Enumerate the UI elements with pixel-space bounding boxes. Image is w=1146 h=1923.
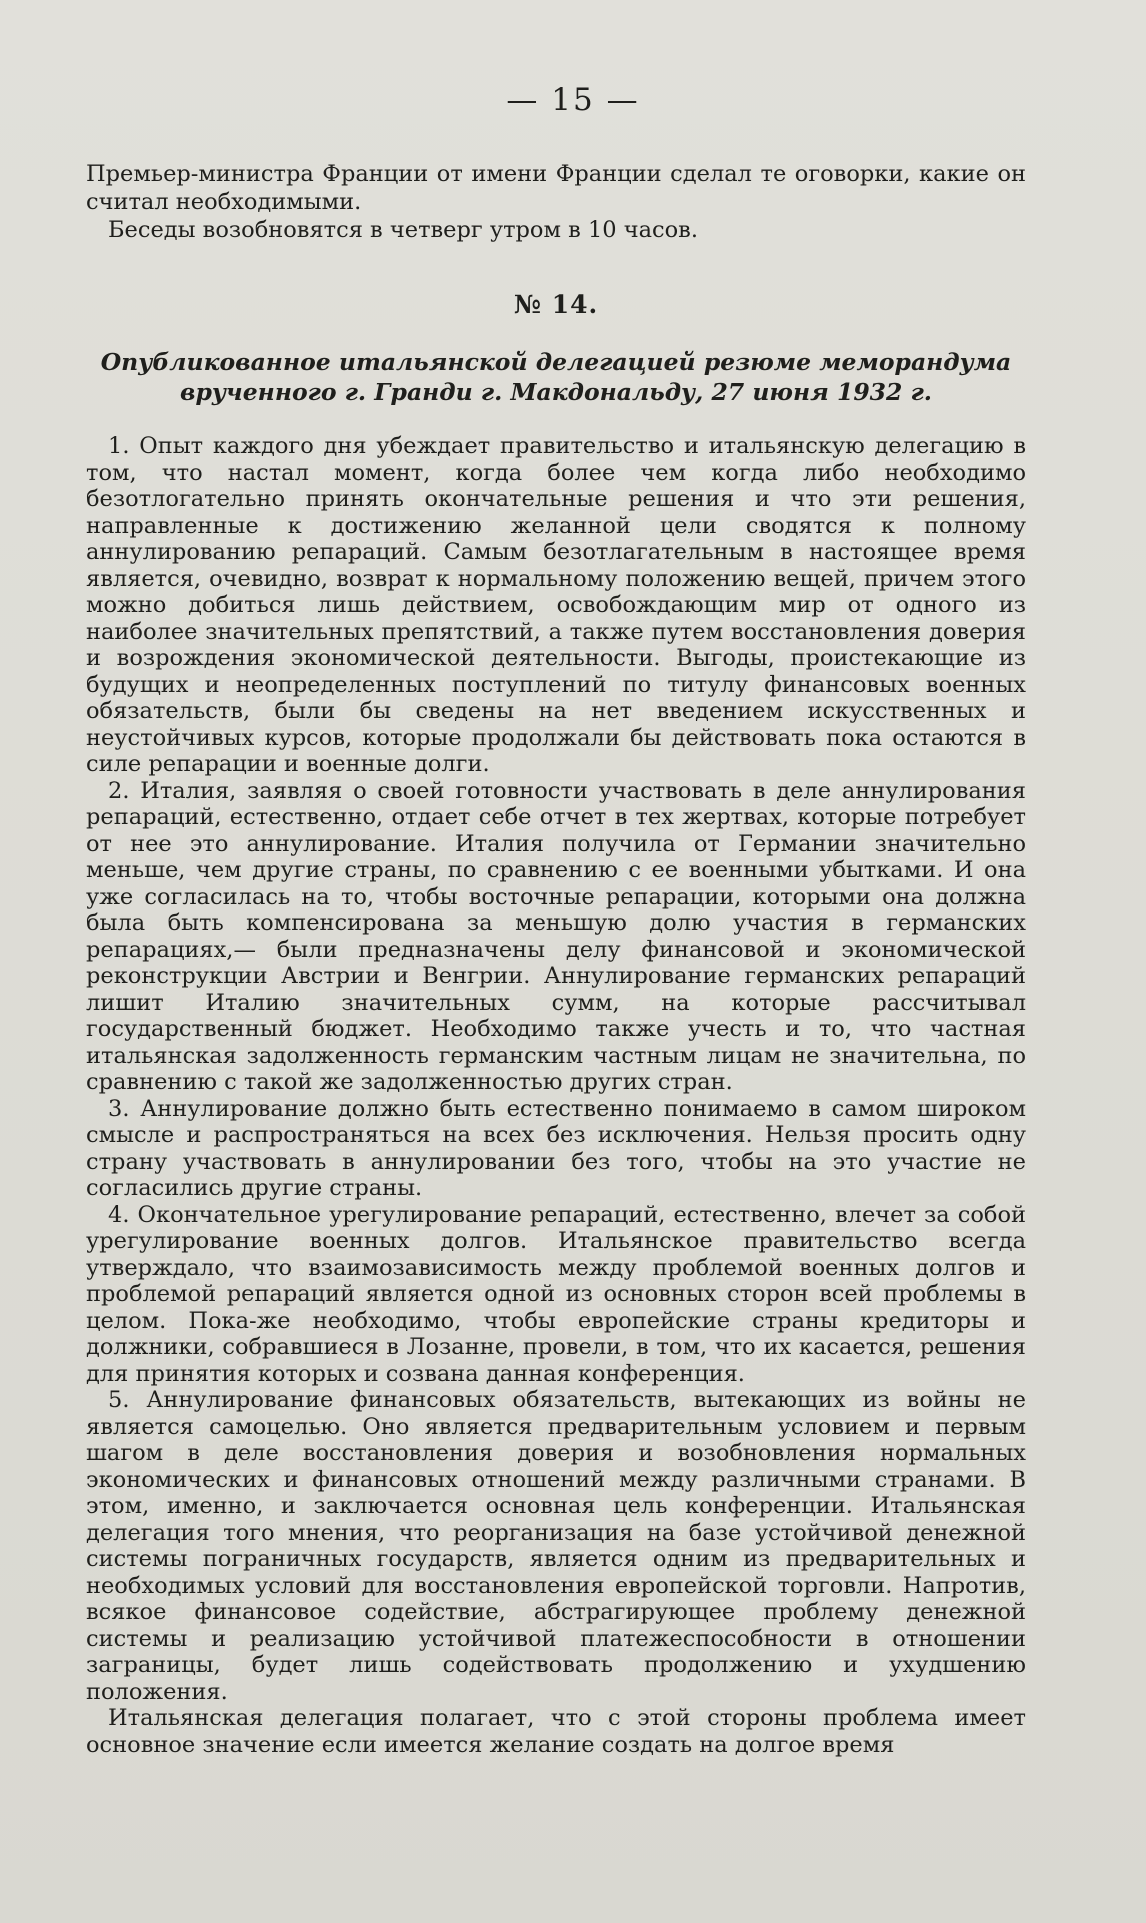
body-paragraph: 5. Аннулирование финансовых обязательств, вытекающих из войны не является самоцелью. Оно является предварительным условием и первым шагом в деле восстановления доверия и возобновления нормальных экономических и финансовых отношений между различными странами. В этом, именно, и заключается основная цель конференции. Итальянская делегация того мнения, что реорганизация на базе устойчивой денежной системы пограничных государств, является одним из предварительных и необходимых условий для восстановления европейской торговли. Напротив, всякое финансовое содействие, абстрагирующее проблему денежной системы и реализацию устойчивой платежеспособности в отношении заграницы, будет лишь содействовать продолжению и ухудшению положения. <box>86 1387 1026 1705</box>
page-content <box>86 160 1026 1758</box>
intro-section <box>86 160 1026 244</box>
page-number: — 15 — <box>506 82 640 118</box>
body-paragraph: 4. Окончательное урегулирование репараций, естественно, влечет за собой урегулирование военных долгов. Итальянское правительство всегда утверждало, что взаимозависимость между проблемой военных долгов и проблемой репараций является одной из основных сторон всей проблемы в целом. Пока-же необходимо, чтобы европейские страны кредиторы и должники, собравшиеся в Лозанне, провели, в том, что их касается, решения для принятия которых и созвана данная конференция. <box>86 1201 1026 1387</box>
body-paragraph: 3. Аннулирование должно быть естественно понимаемо в самом широком смысле и распространяться на всех без исключения. Нельзя просить одну страну участвовать в аннулировании без того, чтобы на это участие не согласились другие страны. <box>86 1095 1026 1201</box>
body-paragraph: Итальянская делегация полагает, что с этой стороны проблема имеет основное значение если имеется желание создать на долгое время <box>86 1705 1026 1758</box>
document-title: Опубликованное итальянской делегацией резюме меморандума врученного г. Гранди г. Макдональду, 27 июня 1932 г. <box>100 348 1012 406</box>
intro-paragraph: Беседы возобновятся в четверг утром в 10 часов. <box>108 217 698 243</box>
document-body <box>86 433 1026 1758</box>
document-number: № 14. <box>513 290 599 319</box>
body-paragraph: 1. Опыт каждого дня убеждает правительство и итальянскую делегацию в том, что настал момент, когда более чем когда либо необходимо безотлогательно принять окончательные решения и что эти решения, направленные к достижению желанной цели сводятся к полному аннулированию репараций. Самым безотлагательным в настоящее время является, очевидно, возврат к нормальному положению вещей, причем этого можно добиться лишь действием, освобождающим мир от одного из наиболее значительных препятствий, а также путем восстановления доверия и возрождения экономической деятельности. Выгоды, проистекающие из будущих и неопределенных поступлений по титулу финансовых военных обязательств, были бы сведены на нет введением искусственных и неустойчивых курсов, которые продолжали бы действовать пока остаются в силе репарации и военные долги. <box>86 433 1026 777</box>
intro-paragraph: Премьер-министра Франции от имени Франции сделал те оговорки, какие он считал необходимыми. <box>86 161 1026 215</box>
body-paragraph: 2. Италия, заявляя о своей готовности участвовать в деле аннулирования репараций, естественно, отдает себе отчет в тех жертвах, которые потребует от нее это аннулирование. Италия получила от Германии значительно меньше, чем другие страны, по сравнению с ее военными убытками. И она уже согласилась на то, чтобы восточные репарации, которыми она должна была быть компенсирована за меньшую долю участия в германских репарациях,— были предназначены делу финансовой и экономической реконструкции Австрии и Венгрии. Аннулирование германских репараций лишит Италию значительных сумм, на которые рассчитывал государственный бюджет. Необходимо также учесть и то, что частная итальянская задолженность германским частным лицам не значительна, по сравнению с такой же задолженностью других стран. <box>86 777 1026 1095</box>
